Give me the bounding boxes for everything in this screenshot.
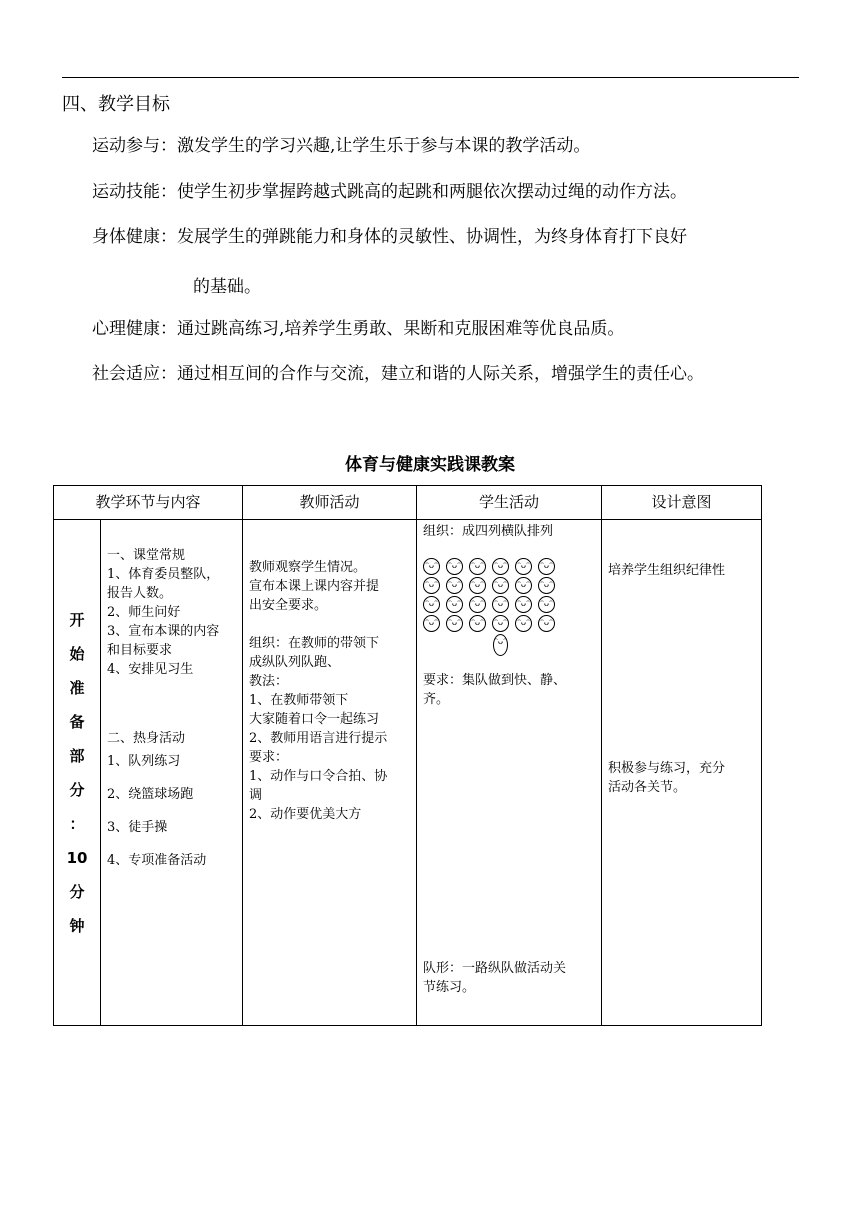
section-char: 部 [69, 746, 85, 765]
teacher-smiley-icon: ᵔᴗᵔ [493, 634, 508, 656]
teacher-line: 宣布本课上课内容并提 [249, 579, 380, 594]
header-section-content: 教学环节与内容 [54, 486, 243, 520]
teacher-line: 成纵队列队跑、 [249, 655, 341, 670]
objective-label: 社会适应： [92, 364, 177, 384]
objective-participation [92, 134, 590, 158]
teacher-line: 1、在教师带领下 [249, 693, 349, 708]
header-rule [62, 77, 799, 78]
smiley-icon: ᵔᴗᵔ [469, 577, 486, 594]
intent-line: 积极参与练习，充分 [608, 761, 726, 776]
student-req: 要求：集队做到快、静、 [423, 673, 567, 688]
content-line: 4、安排见习生 [107, 662, 194, 677]
intent-cell [602, 520, 762, 1026]
content-cell [101, 520, 243, 1026]
smiley-icon: ᵔᴗᵔ [492, 558, 509, 575]
section-char: 10 [66, 848, 88, 867]
smiley-icon: ᵔᴗᵔ [423, 596, 440, 613]
objective-skill [92, 180, 687, 204]
formation-row [423, 555, 595, 574]
smiley-icon: ᵔᴗᵔ [469, 615, 486, 632]
smiley-icon: ᵔᴗᵔ [515, 596, 532, 613]
intent-line: 活动各关节。 [608, 780, 687, 795]
smiley-icon: ᵔᴗᵔ [423, 577, 440, 594]
objective-label: 身体健康： [92, 227, 177, 247]
teacher-line: 要求： [249, 750, 289, 765]
teacher-line: 2、教师用语言进行提示 [249, 731, 388, 746]
teacher-line: 调 [249, 788, 263, 803]
teacher-line: 大家随着口令一起练习 [249, 712, 380, 727]
content-line: 一、课堂常规 [107, 548, 186, 563]
header-teacher: 教师活动 [243, 486, 417, 520]
section-char: 开 [69, 610, 85, 629]
section-char: 分 [69, 882, 85, 901]
formation-diagram [423, 555, 595, 655]
smiley-icon: ᵔᴗᵔ [492, 577, 509, 594]
objective-text: 使学生初步掌握跨越式跳高的起跳和两腿依次摆动过绳的动作方法。 [177, 182, 687, 202]
smiley-icon: ᵔᴗᵔ [492, 596, 509, 613]
teacher-line: 出安全要求。 [249, 598, 328, 613]
smiley-icon: ᵔᴗᵔ [515, 615, 532, 632]
objective-text: 通过跳高练习,培养学生勇敢、果断和克服困难等优良品质。 [177, 319, 625, 339]
smiley-icon: ᵔᴗᵔ [469, 558, 486, 575]
content-line: 4、专项准备活动 [107, 853, 207, 868]
smiley-icon: ᵔᴗᵔ [515, 558, 532, 575]
smiley-icon: ᵔᴗᵔ [446, 596, 463, 613]
header-intent: 设计意图 [602, 486, 762, 520]
section-label [54, 520, 101, 1026]
objective-label: 运动参与： [92, 136, 177, 156]
teacher-line: 2、动作要优美大方 [249, 807, 362, 822]
content-line: 2、师生问好 [107, 605, 181, 620]
objective-text: 激发学生的学习兴趣,让学生乐于参与本课的教学活动。 [177, 136, 591, 156]
teacher-line: 教师观察学生情况。 [249, 560, 367, 575]
smiley-icon: ᵔᴗᵔ [423, 558, 440, 575]
objective-label: 运动技能： [92, 182, 177, 202]
objective-text: 发展学生的弹跳能力和身体的灵敏性、协调性，为终身体育打下良好 [177, 227, 687, 247]
smiley-icon: ᵔᴗᵔ [538, 577, 555, 594]
section-char: 准 [69, 678, 85, 697]
student-formation: 队形：一路纵队做活动关 [423, 961, 567, 976]
header-student: 学生活动 [417, 486, 602, 520]
section-char: 备 [69, 712, 85, 731]
table-row [54, 520, 762, 1026]
smiley-icon: ᵔᴗᵔ [446, 615, 463, 632]
teacher-line: 教法： [249, 674, 289, 689]
student-formation: 节练习。 [423, 980, 476, 995]
content-line: 2、绕篮球场跑 [107, 787, 194, 802]
section-char: 始 [69, 644, 85, 663]
objective-label: 心理健康： [92, 319, 177, 339]
objective-text: 通过相互间的合作与交流，建立和谐的人际关系，增强学生的责任心。 [177, 364, 704, 384]
content-line: 和目标要求 [107, 643, 173, 658]
student-cell [417, 520, 602, 1026]
section-char: ： [69, 814, 85, 833]
section-char: 分 [69, 780, 85, 799]
content-line: 二、热身活动 [107, 731, 186, 746]
smiley-icon: ᵔᴗᵔ [446, 558, 463, 575]
student-req: 齐。 [423, 692, 450, 707]
content-line: 1、体育委员整队， [107, 567, 220, 582]
smiley-icon: ᵔᴗᵔ [538, 596, 555, 613]
smiley-icon: ᵔᴗᵔ [538, 615, 555, 632]
section-title: 四、教学目标 [62, 94, 170, 115]
objective-social [92, 362, 704, 386]
objective-health-continued: 的基础。 [193, 277, 261, 297]
table-title: 体育与健康实践课教案 [345, 455, 515, 475]
teacher-line: 组织：在教师的带领下 [249, 636, 380, 651]
smiley-icon: ᵔᴗᵔ [538, 558, 555, 575]
smiley-icon: ᵔᴗᵔ [446, 577, 463, 594]
content-line: 1、队列练习 [107, 754, 181, 769]
formation-row [423, 612, 595, 631]
objective-health [92, 225, 687, 249]
table-header-row [54, 486, 762, 520]
objective-psychology [92, 317, 624, 341]
student-org: 组织：成四列横队排列 [423, 524, 554, 539]
section-char: 钟 [69, 916, 85, 935]
smiley-icon: ᵔᴗᵔ [423, 615, 440, 632]
smiley-icon: ᵔᴗᵔ [469, 596, 486, 613]
teacher-line: 1、动作与口令合拍、协 [249, 769, 388, 784]
content-line: 报告人数。 [107, 586, 173, 601]
teacher-position [423, 631, 595, 655]
intent-line: 培养学生组织纪律性 [608, 563, 726, 578]
smiley-icon: ᵔᴗᵔ [492, 615, 509, 632]
content-line: 3、宣布本课的内容 [107, 624, 220, 639]
teacher-cell [243, 520, 417, 1026]
lesson-plan-table [53, 485, 762, 1026]
content-line: 3、徒手操 [107, 820, 168, 835]
formation-row [423, 574, 595, 593]
formation-row [423, 593, 595, 612]
smiley-icon: ᵔᴗᵔ [515, 577, 532, 594]
